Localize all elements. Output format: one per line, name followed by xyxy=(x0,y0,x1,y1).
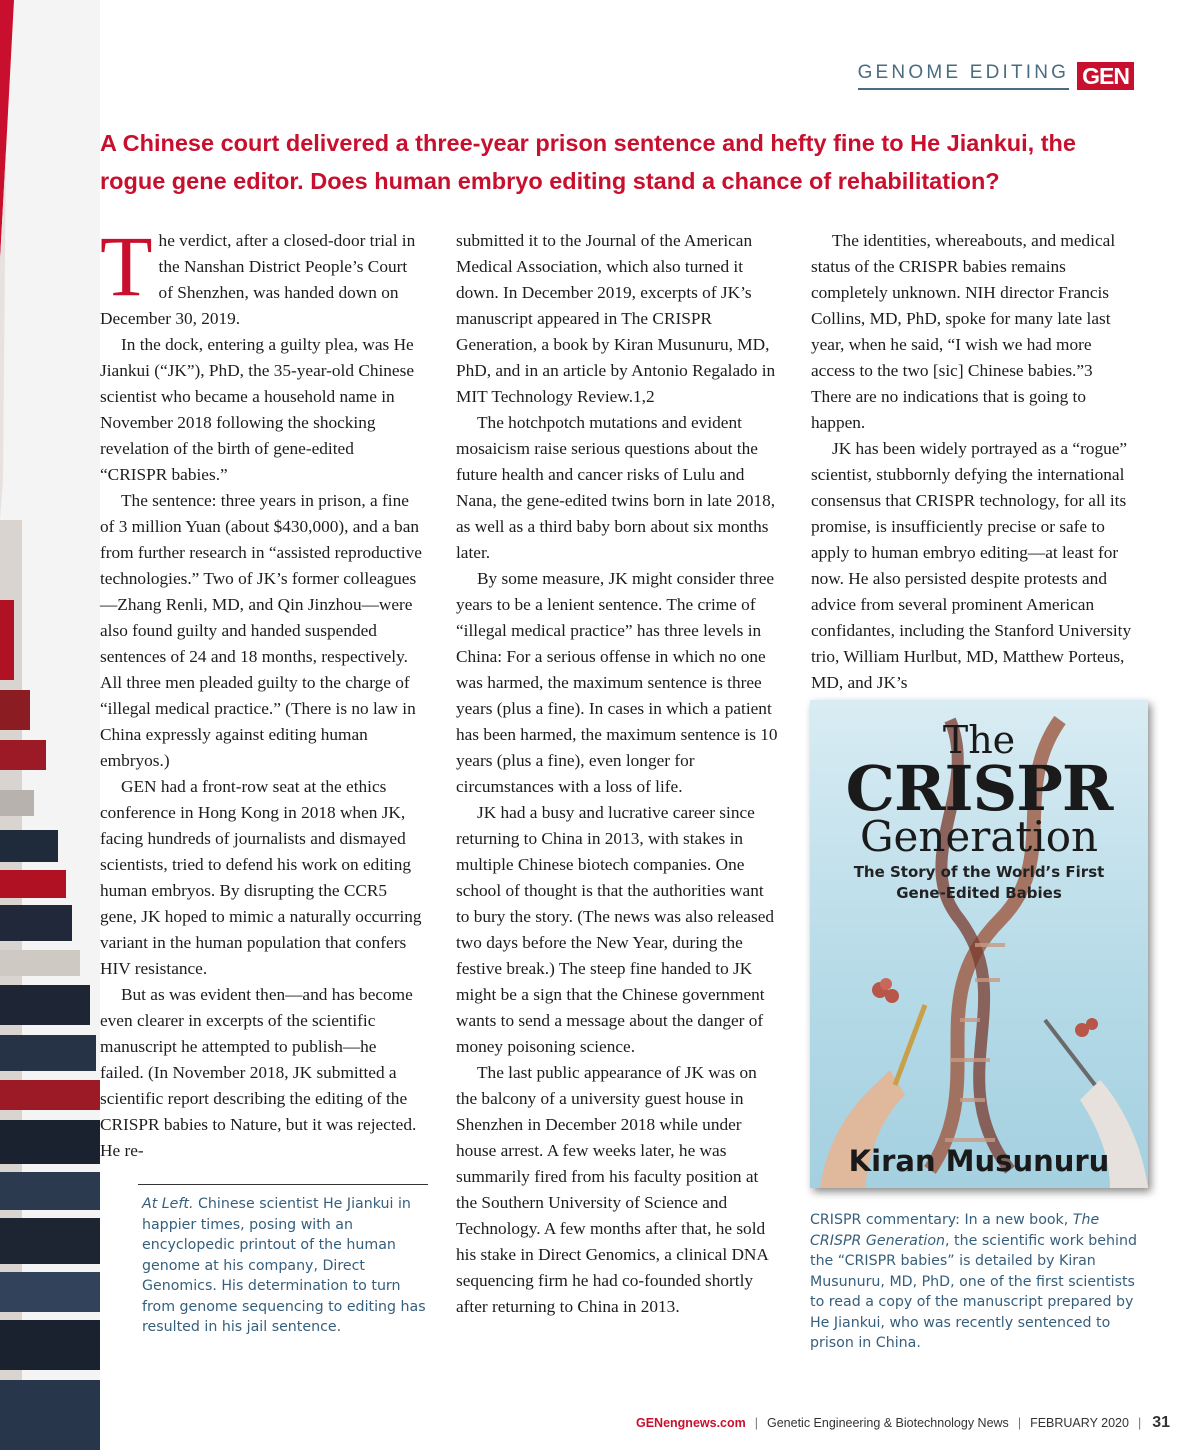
footer-issue: FEBRUARY 2020 xyxy=(1030,1416,1129,1430)
footer-publication: Genetic Engineering & Biotechnology News xyxy=(767,1416,1009,1430)
section-header xyxy=(858,62,1134,90)
caption-book-title: The CRISPR Generation xyxy=(810,1212,1100,1249)
book-cover-image xyxy=(810,700,1148,1188)
photo-caption-left xyxy=(142,1194,434,1338)
section-name: GENOME EDITING xyxy=(858,62,1070,90)
article-column-1 xyxy=(100,218,422,1164)
caption-text: , the scientific work behind the “CRISPR babies” is detailed by Kiran Musunuru, MD, PhD, one of the first scientists to read a copy of the manuscript prepared by He Jiankui, who was recently sentenced to prison in China. xyxy=(810,1232,1137,1351)
paragraph: The last public appearance of JK was on the balcony of a university guest house in Shenzhen in December 2018 while under house arrest. A few weeks later, he was summarily fired from his faculty position at the Southern University of Science and Technology. A few months after that, he sold his stake in Direct Genomics, a clinical DNA sequencing firm he had co-founded shortly after returning to China in 2013. xyxy=(456,1063,768,1316)
footer-separator: | xyxy=(1137,1416,1142,1430)
paragraph: The verdict, after a closed-door trial in the Nanshan District People’s Court of Shenzhen, was handed down on December 30, 2019. xyxy=(100,218,416,328)
book-subtitle: The Story of the World’s First Gene-Edited Babies xyxy=(853,863,1105,902)
page-footer xyxy=(636,1414,1171,1432)
paragraph: The identities, whereabouts, and medical status of the CRISPR babies remains completely unknown. NIH director Francis Collins, MD, PhD, spoke for many late last year, when he said, “I wish we had more access to the two [sic] Chinese babies.”3 There are no indications that is going to happen. xyxy=(811,231,1116,432)
footer-site: GENengnews.com xyxy=(636,1416,746,1430)
gen-logo: GEN xyxy=(1077,62,1134,90)
paragraph: The sentence: three years in prison, a fine of 3 million Yuan (about $430,000), and a ban from further research in “assisted reproductive technologies.” Two of JK’s former colleagues—Zhang Renli, MD, and Qin Jinzhou—were also found guilty and handed suspended sentences of 24 and 18 months, respectively. All three men pleaded guilty to the charge of “illegal medical practice.” (There is no law in China expressly against editing human embryos.) xyxy=(100,491,422,770)
paragraph: JK has been widely portrayed as a “rogue” scientist, stubbornly defying the international consensus that CRISPR technology, for all its promise, is insufficiently precise or safe to apply to human embryo editing—at least for now. He also persisted despite protests and advice from several prominent American confidantes, including the Stanford University trio, William Hurlbut, MD, Matthew Porteus, MD, and JK’s xyxy=(811,439,1132,692)
paragraph: JK had a busy and lucrative career since returning to China in 2013, with stakes in multiple Chinese biotech companies. One school of thought is that the authorities want to bury the story. (The news was also released two days before the New Year, during the festive break.) The steep fine handed to JK might be a sign that the Chinese government wants to send a message about the danger of money poisoning science. xyxy=(456,803,775,1056)
caption-lead: CRISPR commentary: In a new book, xyxy=(810,1212,1069,1228)
article-column-3 xyxy=(811,228,1133,696)
book-author: Kiran Musunuru xyxy=(848,1144,1110,1178)
book-title-crispr: CRISPR xyxy=(845,752,1113,825)
paragraph: The hotchpotch mutations and evident mosaicism raise serious questions about the future health and cancer risks of Lulu and Nana, the gene-edited twins born in late 2018, as well as a third baby born about six months later. xyxy=(456,413,776,562)
article-deck: A Chinese court delivered a three-year prison sentence and hefty fine to He Jiankui, the rogue gene editor. Does human embryo editing stand a chance of rehabilitation? xyxy=(100,130,1076,194)
caption-rule xyxy=(138,1184,428,1185)
drop-cap: T xyxy=(100,218,153,314)
page-number: 31 xyxy=(1152,1414,1171,1431)
bookshelf-photo xyxy=(0,0,100,1450)
book-title-the: The xyxy=(942,718,1016,762)
caption-lead: At Left. xyxy=(142,1196,194,1212)
paragraph: submitted it to the Journal of the American Medical Association, which also turned it down. In December 2019, excerpts of JK’s manuscript appeared in The CRISPR Generation, a book by Kiran Musunuru, MD, PhD, and in an article by Antonio Regalado in MIT Technology Review.1,2 xyxy=(456,231,776,406)
caption-text: Chinese scientist He Jiankui in happier times, posing with an encyclopedic printout of the human genome at his company, Direct Genomics. His determination to turn from genome sequencing to editing has resulted in his jail sentence. xyxy=(142,1196,426,1335)
footer-separator: | xyxy=(1017,1416,1022,1430)
article-column-2 xyxy=(456,228,778,1320)
photo-caption-right xyxy=(810,1210,1140,1354)
paragraph: GEN had a front-row seat at the ethics conference in Hong Kong in 2018 when JK, facing hundreds of journalists and dismayed scientists, tried to defend his work on editing human embryos. By disrupting the CCR5 gene, JK hoped to mimic a naturally occurring variant in the human population that confers HIV resistance. xyxy=(100,777,422,978)
paragraph: By some measure, JK might consider three years to be a lenient sentence. The crime of “illegal medical practice” has three levels in China: For a serious offense in which no one was harmed, the maximum sentence is three years (plus a fine). In cases in which a patient has been harmed, the maximum sentence is 10 years (plus a fine), even longer for circumstances with a loss of life. xyxy=(456,569,778,796)
book-title-generation: Generation xyxy=(859,812,1099,861)
footer-separator: | xyxy=(754,1416,758,1430)
paragraph: But as was evident then—and has become even clearer in excerpts of the scientific manuscript he attempted to publish—he failed. (In November 2018, JK submitted a scientific report describing the editing of the CRISPR babies to Nature, but it was rejected. He re- xyxy=(100,985,417,1160)
paragraph: In the dock, entering a guilty plea, was He Jiankui (“JK”), PhD, the 35-year-old Chinese scientist who became a household name in November 2018 following the shocking revelation of the birth of gene-edited “CRISPR babies.” xyxy=(100,335,414,484)
left-photo-strip xyxy=(0,0,100,1450)
